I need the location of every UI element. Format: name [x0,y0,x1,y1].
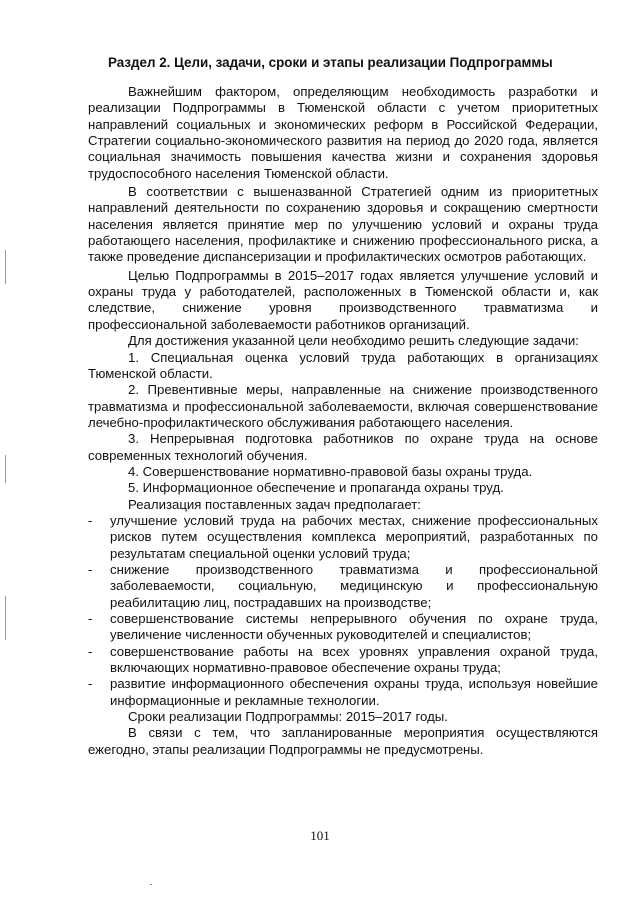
bullet-dash: - [88,561,93,577]
bullet-dash: - [88,643,93,659]
bullet-dash: - [88,611,93,626]
scan-edge-mark [5,250,6,284]
paragraph: Целью Подпрограммы в 2015–2017 годах является улучшение условий и охраны труда у работодателей, расположенных в Тюменской области и, как следствие, снижение уровня производственного травматизма и профессиональной заболеваемости работников организаций. [88,267,598,332]
timeline-paragraph: Сроки реализации Подпрограммы: 2015–2017 годы. [128,709,448,725]
bullet-text: улучшение условий труда на рабочих местах, снижение профессиональных рисков путем осуществления комплекса мероприятий, разработанных по результатам специальной оценки условий труда; [110,512,598,561]
paragraph: В соответствии с вышеназванной Стратегией одним из приоритетных направлений деятельности по сохранению здоровья и сокращению смертности населения является принятие мер по улучшению условий и охраны труда работающего населения, профилактике и снижению профессионального риска, а также проведение диспансеризации и профилактических осмотров работающих. [88,184,598,265]
bullet-text: развитие информационного обеспечения охраны труда, используя новейшие информационные и рекламные технологии. [110,676,598,708]
paragraph: Важнейшим фактором, определяющим необходимость разработки и реализации Подпрограммы в Тюменской области с учетом приоритетных направлений социальных и экономических реформ в Российской Федерации, Стратегии социально-экономического развития на период до 2020 года, является социальная значимость повышения качества жизни и сохранения здоровья трудоспособного населения Тюменской области. [88,84,598,181]
page-number: 101 [310,828,330,843]
bullet-text: совершенствование системы непрерывного обучения по охране труда, увеличение численности обученных руководителей и специалистов; [110,611,598,643]
bullet-item [88,644,598,677]
bullet-dash: - [88,512,93,528]
bullet-item [88,513,598,562]
implies-intro: Реализация поставленных задач предполагает: [128,496,421,512]
task-item: 2. Превентивные меры, направленные на снижение производственного травматизма и профессиональной заболеваемости, включая совершенствование лечебно-профилактического обслуживания работающего населения. [88,382,598,430]
paragraph: Для достижения указанной цели необходимо решить следующие задачи: [128,333,579,349]
task-item: 3. Непрерывная подготовка работников по охране труда на основе современных технологий обучения. [88,431,598,463]
bullet-text: снижение производственного травматизма и профессиональной заболеваемости, социальную, медицинскую и профессиональную реабилитацию лиц, пострадавших на производстве; [110,561,598,610]
bullet-item [88,562,598,611]
bullet-text: совершенствование работы на всех уровнях управления охраной труда, включающих нормативно-правовое обеспечение охраны труда; [110,643,598,676]
stages-paragraph: В связи с тем, что запланированные мероприятия осуществляются ежегодно, этапы реализации Подпрограммы не предусмотрены. [88,725,598,757]
scan-speck [150,884,152,885]
task-item: 4. Совершенствование нормативно-правовой базы охраны труда. [128,463,533,479]
document-body [88,84,598,758]
bullet-dash: - [88,676,93,692]
task-item: 5. Информационное обеспечение и пропаганда охраны труд. [128,480,504,496]
bullet-item [88,611,598,644]
scan-edge-mark [5,455,6,483]
section-heading: Раздел 2. Цели, задачи, сроки и этапы реализации Подпрограммы [108,55,553,70]
scan-edge-mark [5,596,6,640]
task-item: 1. Специальная оценка условий труда работающих в организациях Тюменской области. [88,349,598,381]
bullet-item [88,676,598,709]
